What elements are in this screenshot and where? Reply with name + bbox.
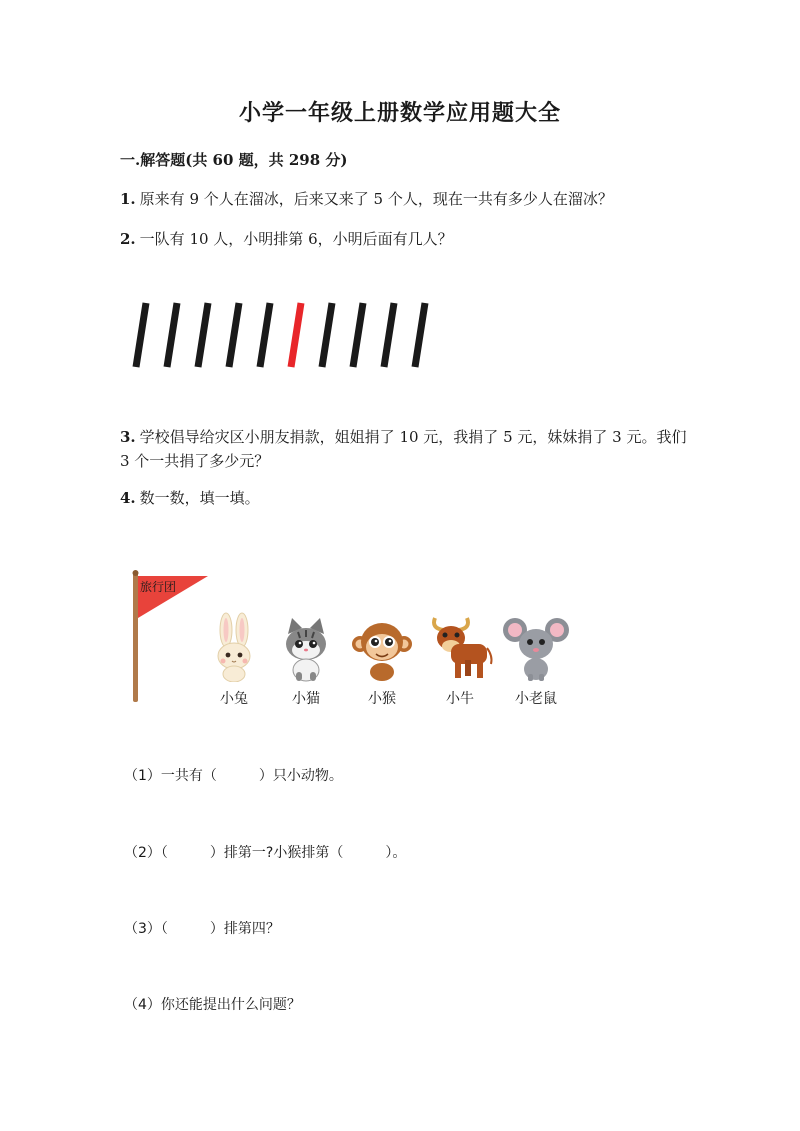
- animal-ox: [421, 612, 499, 708]
- page-title: 小学一年级上册数学应用题大全: [238, 100, 561, 126]
- queue-sticks-illustration: [118, 295, 448, 380]
- stick: [384, 303, 394, 367]
- question-number: 3.: [120, 428, 136, 446]
- stick: [322, 303, 332, 367]
- monkey-icon: [349, 612, 415, 682]
- stick: [229, 303, 239, 367]
- ox-icon: [425, 612, 495, 682]
- subquestion-2: （2）（ ）排第一?小猴排第（ ）。: [124, 845, 407, 861]
- animal-mouse: [497, 612, 575, 708]
- question-3: [120, 425, 700, 473]
- stick: [415, 303, 425, 367]
- animal-cat: [267, 612, 345, 708]
- flag-label: 旅行团: [140, 580, 177, 594]
- animal-label: 小牛: [446, 691, 474, 707]
- animal-label: 小老鼠: [515, 691, 557, 707]
- question-text: 原来有 9 个人在溜冰，后来又来了 5 个人，现在一共有多少人在溜冰？: [139, 190, 613, 208]
- question-2: [120, 227, 700, 251]
- animal-queue: [195, 612, 585, 722]
- stick: [136, 303, 146, 367]
- animal-label: 小兔: [220, 691, 248, 707]
- subquestion-3: （3）（ ）排第四？: [124, 921, 280, 937]
- stick-highlighted: [291, 303, 301, 367]
- stick: [353, 303, 363, 367]
- animal-label: 小猫: [292, 691, 320, 707]
- animal-label: 小猴: [368, 691, 396, 707]
- question-number: 1.: [120, 190, 136, 208]
- question-4: [120, 486, 700, 510]
- question-number: 4.: [120, 489, 136, 507]
- stick: [260, 303, 270, 367]
- cat-icon: [276, 612, 336, 682]
- mouse-icon: [501, 612, 571, 682]
- subquestion-4: （4）你还能提出什么问题？: [124, 997, 301, 1013]
- question-text: 数一数，填一填。: [139, 489, 260, 507]
- rabbit-icon: [204, 612, 264, 682]
- section-heading: 一.解答题(共 60 题，共 298 分): [120, 151, 348, 169]
- question-text: 学校倡导给灾区小朋友捐款，姐姐捐了 10 元，我捐了 5 元，妹妹捐了 3 元。我们 3 个一共捐了多少元？: [120, 428, 687, 470]
- animal-monkey: [343, 612, 421, 708]
- subquestion-1: （1）一共有（ ）只小动物。: [124, 768, 343, 784]
- animal-rabbit: [195, 612, 273, 708]
- question-1: [120, 187, 700, 211]
- question-number: 2.: [120, 230, 136, 248]
- stick: [167, 303, 177, 367]
- question-text: 一队有 10 人，小明排第 6，小明后面有几人？: [139, 230, 453, 248]
- stick: [198, 303, 208, 367]
